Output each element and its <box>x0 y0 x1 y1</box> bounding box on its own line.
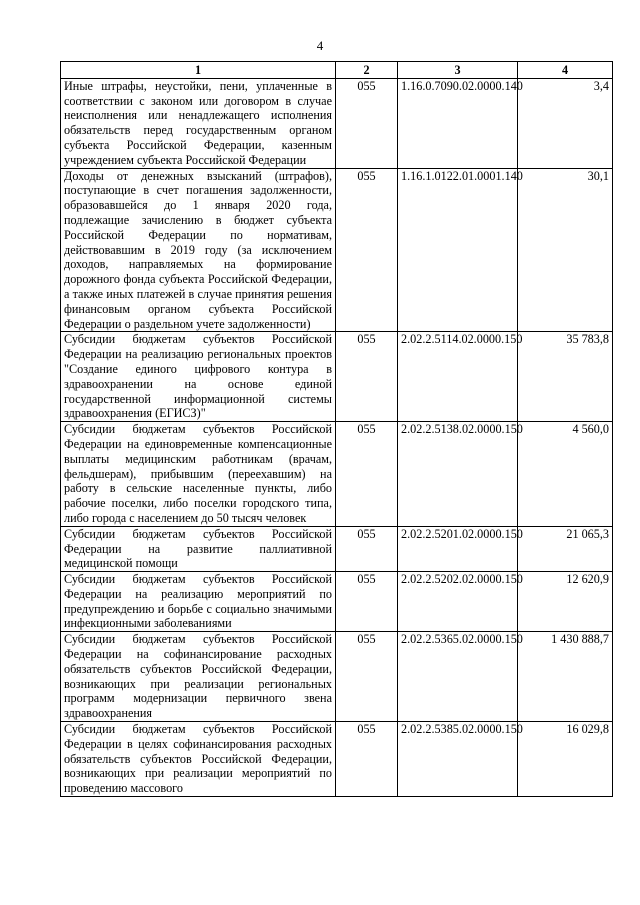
table-row <box>61 572 613 632</box>
amount: 16 029,8 <box>518 722 613 797</box>
income-description: Иные штрафы, неустойки, пени, уплаченные в соответствии с законом или договором в случае неисполнения или ненадлежащего исполнения обязательств перед государственным органом субъекта Российской Федерации, казенным учреждением субъекта Российской Федерации <box>61 78 336 168</box>
income-description: Субсидии бюджетам субъектов Российской Федерации в целях софинансирования расходных обязательств субъектов Российской Федерации, возникающих при реализации мероприятий по проведению массового <box>61 722 336 797</box>
budget-classification-code: 2.02.2.5138.02.0000.150 <box>398 422 518 527</box>
table-header-row <box>61 62 613 79</box>
amount: 1 430 888,7 <box>518 632 613 722</box>
table-row <box>61 168 613 332</box>
admin-code: 055 <box>336 632 398 722</box>
income-description: Субсидии бюджетам субъектов Российской Федерации на реализацию мероприятий по предупреждению и борьбе с социально значимыми инфекционными заболеваниями <box>61 572 336 632</box>
amount: 4 560,0 <box>518 422 613 527</box>
admin-code: 055 <box>336 572 398 632</box>
table-row <box>61 422 613 527</box>
income-description: Доходы от денежных взысканий (штрафов), поступающие в счет погашения задолженности, образовавшейся до 1 января 2020 года, подлежащие зачислению в бюджет субъекта Российской Федерации по нормативам, действовавшим в 2019 году (за исключением доходов, направляемых на формирование дорожного фонда субъекта Российской Федерации, а также иных платежей в случае принятия решения финансовым органом субъекта Российской Федерации о раздельном учете задолженности) <box>61 168 336 332</box>
column-header: 2 <box>336 62 398 79</box>
budget-classification-code: 2.02.2.5385.02.0000.150 <box>398 722 518 797</box>
budget-classification-code: 2.02.2.5202.02.0000.150 <box>398 572 518 632</box>
admin-code: 055 <box>336 78 398 168</box>
amount: 35 783,8 <box>518 332 613 422</box>
admin-code: 055 <box>336 422 398 527</box>
column-header: 4 <box>518 62 613 79</box>
budget-classification-code: 2.02.2.5114.02.0000.150 <box>398 332 518 422</box>
budget-classification-code: 2.02.2.5365.02.0000.150 <box>398 632 518 722</box>
amount: 12 620,9 <box>518 572 613 632</box>
column-header: 3 <box>398 62 518 79</box>
admin-code: 055 <box>336 168 398 332</box>
admin-code: 055 <box>336 332 398 422</box>
column-header: 1 <box>61 62 336 79</box>
admin-code: 055 <box>336 526 398 571</box>
table-row <box>61 722 613 797</box>
amount: 3,4 <box>518 78 613 168</box>
income-description: Субсидии бюджетам субъектов Российской Федерации на развитие паллиативной медицинской помощи <box>61 526 336 571</box>
income-description: Субсидии бюджетам субъектов Российской Федерации на единовременные компенсационные выплаты медицинским работникам (врачам, фельдшерам), прибывшим (переехавшим) на работу в сельские населенные пункты, либо рабочие поселки, либо поселки городского типа, либо города с населением до 50 тысяч человек <box>61 422 336 527</box>
table-row <box>61 78 613 168</box>
admin-code: 055 <box>336 722 398 797</box>
income-description: Субсидии бюджетам субъектов Российской Федерации на реализацию региональных проектов "Создание единого цифрового контура в здравоохранении на основе единой государственной информационной системы здравоохранения (ЕГИСЗ)" <box>61 332 336 422</box>
table-row <box>61 632 613 722</box>
income-description: Субсидии бюджетам субъектов Российской Федерации на софинансирование расходных обязательств субъектов Российской Федерации, возникающих при реализации региональных программ модернизации первичного звена здравоохранения <box>61 632 336 722</box>
amount: 30,1 <box>518 168 613 332</box>
budget-classification-code: 1.16.0.7090.02.0000.140 <box>398 78 518 168</box>
page-number: 4 <box>316 38 324 53</box>
amount: 21 065,3 <box>518 526 613 571</box>
budget-classification-code: 1.16.1.0122.01.0001.140 <box>398 168 518 332</box>
budget-classification-code: 2.02.2.5201.02.0000.150 <box>398 526 518 571</box>
table-row <box>61 526 613 571</box>
table-row <box>61 332 613 422</box>
budget-table <box>60 61 613 797</box>
